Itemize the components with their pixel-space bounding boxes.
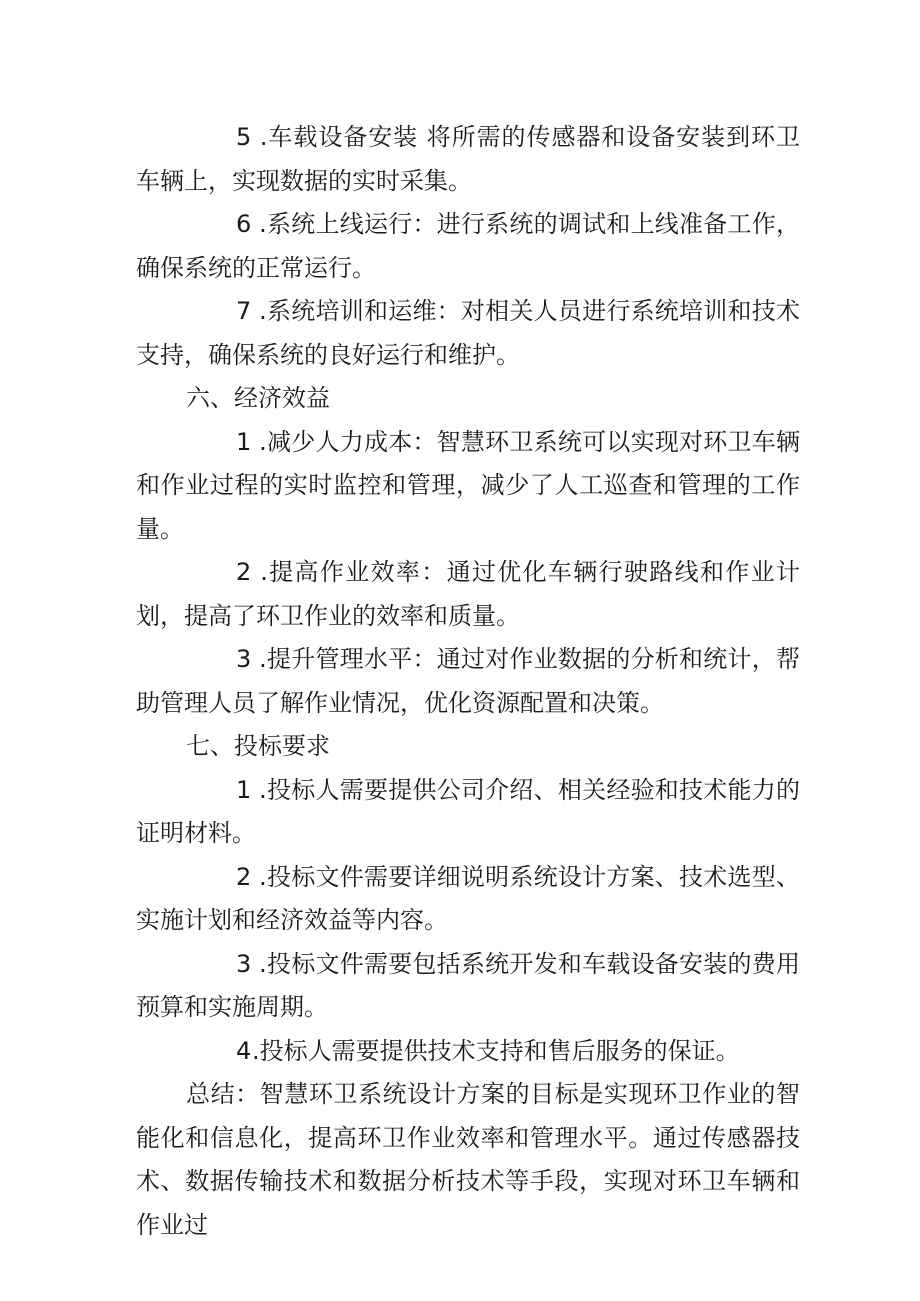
item-text: .投标文件需要详细说明系统设计方案、技术选型、实施计划和经济效益等内容。 bbox=[136, 862, 800, 934]
list-item bbox=[136, 769, 800, 856]
list-item bbox=[136, 943, 800, 1030]
summary-paragraph: 总结：智慧环卫系统设计方案的目标是实现环卫作业的智能化和信息化，提高环卫作业效率和管理水平。通过传感器技术、数据传输技术和数据分析技术等手段，实现对环卫车辆和作业过 bbox=[136, 1080, 800, 1239]
item-number: 4 bbox=[236, 1036, 252, 1065]
list-item bbox=[136, 551, 800, 638]
item-number: 2 bbox=[236, 558, 252, 586]
document-body bbox=[136, 116, 800, 1247]
list-item bbox=[136, 638, 800, 725]
list-item bbox=[136, 203, 800, 290]
section-heading: 七、投标要求 bbox=[186, 732, 330, 760]
item-text: .提升管理水平：通过对作业数据的分析和统计，帮助管理人员了解作业情况，优化资源配置和决策。 bbox=[136, 645, 800, 717]
item-number: 7 bbox=[236, 297, 252, 325]
list-item bbox=[136, 116, 800, 203]
section-heading: 六、经济效益 bbox=[186, 384, 330, 412]
list-item bbox=[136, 1030, 800, 1074]
item-text: .投标人需要提供公司介绍、相关经验和技术能力的证明材料。 bbox=[136, 775, 800, 847]
item-text: .减少人力成本：智慧环卫系统可以实现对环卫车辆和作业过程的实时监控和管理，减少了人工巡查和管理的工作量。 bbox=[136, 427, 800, 543]
list-item bbox=[136, 290, 800, 377]
list-item bbox=[136, 421, 800, 552]
item-number: 3 bbox=[236, 949, 252, 978]
item-number: 5 bbox=[236, 123, 252, 151]
item-number: 3 bbox=[236, 645, 252, 673]
item-text: .投标文件需要包括系统开发和车载设备安装的费用预算和实施周期。 bbox=[136, 949, 800, 1021]
item-text: .投标人需要提供技术支持和售后服务的保证。 bbox=[252, 1036, 740, 1065]
item-number: 1 bbox=[236, 427, 252, 456]
item-text: .系统培训和运维：对相关人员进行系统培训和技术支持，确保系统的良好运行和维护。 bbox=[136, 297, 800, 369]
item-number: 2 bbox=[236, 862, 252, 891]
item-text: .车载设备安装 将所需的传感器和设备安装到环卫车辆上，实现数据的实时采集。 bbox=[136, 123, 800, 195]
item-text: .系统上线运行：进行系统的调试和上线准备工作，确保系统的正常运行。 bbox=[136, 210, 800, 282]
item-number: 6 bbox=[236, 210, 252, 238]
item-text: .提高作业效率：通过优化车辆行驶路线和作业计划，提高了环卫作业的效率和质量。 bbox=[136, 558, 800, 630]
item-number: 1 bbox=[236, 775, 252, 804]
list-item bbox=[136, 856, 800, 943]
